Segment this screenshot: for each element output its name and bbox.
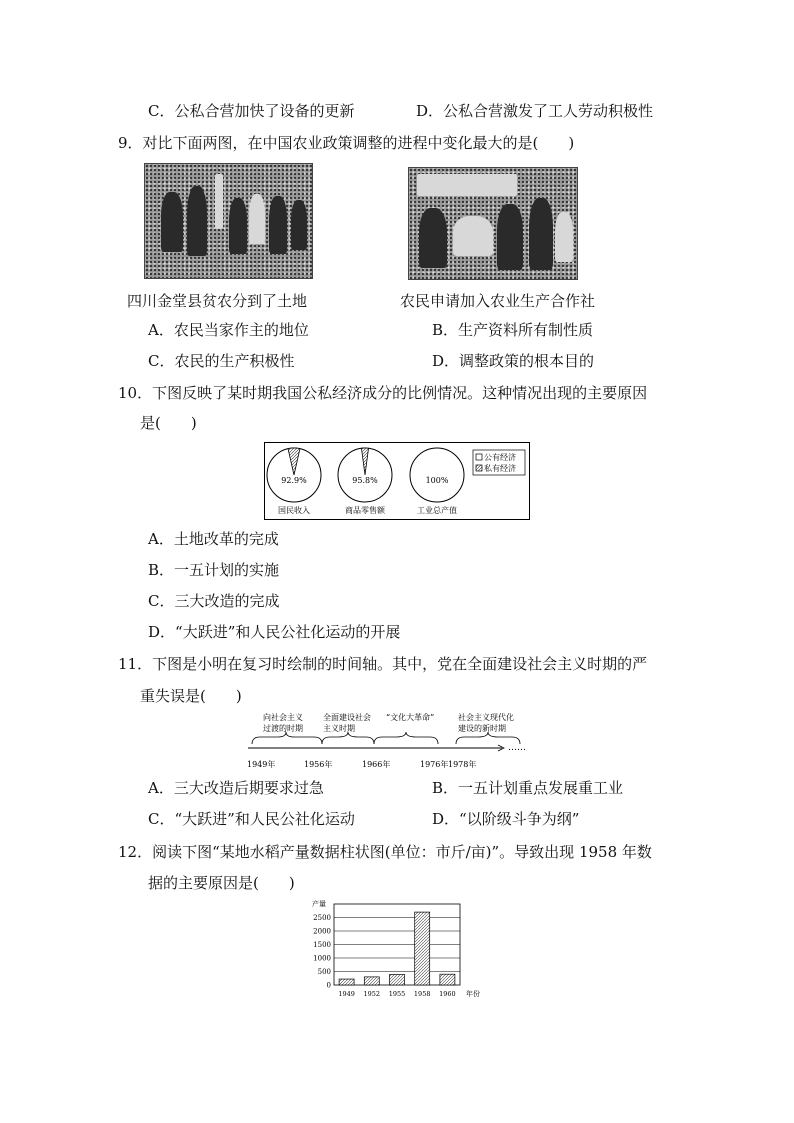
pie-3-public: [410, 448, 464, 502]
chart-ytick-500: 500: [317, 968, 331, 976]
pie-3-label: 工业总产值: [417, 506, 457, 515]
timeline-brace-2: [322, 732, 374, 744]
timeline-brace-1: [252, 732, 322, 744]
timeline-period-2-line2: 主义时期: [323, 724, 355, 733]
chart-xlabel: 年份: [466, 990, 480, 998]
q10-option-a: A．土地改革的完成: [148, 530, 279, 548]
q11-timeline: [244, 710, 544, 772]
q11-stem-line1: 11．下图是小明在复习时绘制的时间轴。其中，党在全面建设社会主义时期的严: [118, 655, 648, 673]
q11-option-d: D．“以阶级斗争为纲”: [432, 810, 580, 828]
q10-legend-private-swatch: [476, 465, 482, 471]
chart-xtick-1958: 1958: [413, 990, 431, 998]
timeline-year-1956: 1956年: [304, 760, 333, 769]
q9-option-a: A．农民当家作主的地位: [148, 321, 309, 339]
chart-ytick-1500: 1500: [313, 941, 331, 949]
timeline-year-1978: 1978年: [448, 760, 477, 769]
q10-legend-public-swatch: [476, 454, 482, 460]
timeline-period-1-line1: 向社会主义: [263, 713, 303, 722]
pie-3-value: 100%: [425, 476, 449, 485]
timeline-period-3-line1: “文化大革命”: [386, 713, 435, 722]
timeline-period-2-line1: 全面建设社会: [323, 713, 371, 722]
pie-1-label: 国民收入: [278, 506, 310, 515]
q10-legend-public: 公有经济: [484, 453, 516, 462]
q9-caption-1: 四川金堂县贫农分到了土地: [127, 292, 308, 310]
chart-bar-1952: [364, 977, 379, 985]
q10-option-c: C．三大改造的完成: [148, 592, 280, 610]
chart-xtick-1955: 1955: [388, 990, 406, 998]
q11-option-b: B．一五计划重点发展重工业: [432, 779, 624, 797]
chart-xtick-1952: 1952: [363, 990, 381, 998]
q12-bar-chart: [304, 897, 494, 1001]
q10-stem-line2: 是( ): [140, 414, 197, 432]
pie-1-value: 92.9%: [281, 476, 307, 485]
q8-option-c: C．公私合营加快了设备的更新: [148, 102, 355, 120]
q10-legend-private: 私有经济: [484, 464, 516, 473]
q12-stem-line2: 据的主要原因是( ): [148, 874, 295, 892]
q11-stem-line2: 重失误是( ): [140, 687, 242, 705]
q9-caption-2: 农民申请加入农业生产合作社: [400, 292, 596, 310]
q9-option-b: B．生产资料所有制性质: [432, 321, 594, 339]
timeline-year-1966: 1966年: [362, 760, 391, 769]
chart-bar-1960: [440, 974, 455, 985]
timeline-period-4-line2: 建设的新时期: [458, 724, 506, 733]
timeline-year-1976: 1976年: [420, 760, 449, 769]
q9-option-c: C．农民的生产积极性: [148, 352, 295, 370]
chart-ytick-2000: 2000: [313, 927, 331, 936]
timeline-year-1949: 1949年: [247, 760, 276, 769]
q11-option-c: C．“大跃进”和人民公社化运动: [148, 810, 355, 828]
timeline-brace-3: [374, 732, 438, 744]
q8-option-d: D．公私合营激发了工人劳动积极性: [416, 102, 654, 120]
q9-photo-cooperative: [408, 167, 578, 280]
q10-stem-line1: 10．下图反映了某时期我国公私经济成分的比例情况。这种情况出现的主要原因: [118, 384, 648, 402]
pie-2-label: 商品零售额: [345, 506, 385, 515]
timeline-period-4-line1: 社会主义现代化: [458, 713, 514, 722]
q9-photo-land-reform: [144, 163, 313, 279]
chart-ytick-2500: 2500: [313, 914, 331, 922]
chart-bar-1955: [390, 974, 405, 985]
timeline-dots: ……: [508, 743, 526, 753]
chart-bar-1949: [339, 979, 354, 985]
q12-stem-line1: 12．阅读下图“某地水稻产量数据柱状图(单位：市斤/亩)”。导致出现 1958 年数: [118, 843, 652, 861]
q10-option-d: D．“大跃进”和人民公社化运动的开展: [148, 623, 401, 641]
chart-xtick-1949: 1949: [338, 990, 355, 998]
q9-option-d: D．调整政策的根本目的: [432, 352, 595, 370]
chart-ytick-0: 0: [326, 981, 331, 990]
timeline-period-1-line2: 过渡的时期: [263, 724, 303, 733]
q10-option-b: B．一五计划的实施: [148, 561, 280, 579]
q11-option-a: A．三大改造后期要求过急: [148, 779, 324, 797]
q10-pie-figure: [264, 442, 530, 520]
pie-2-value: 95.8%: [352, 476, 378, 485]
chart-ylabel: 产量: [312, 900, 326, 908]
chart-ytick-1000: 1000: [313, 954, 331, 963]
chart-xtick-1960: 1960: [439, 990, 456, 998]
chart-bar-1958: [415, 912, 430, 985]
q9-stem: 9．对比下面两图，在中国农业政策调整的进程中变化最大的是( ): [118, 134, 575, 152]
